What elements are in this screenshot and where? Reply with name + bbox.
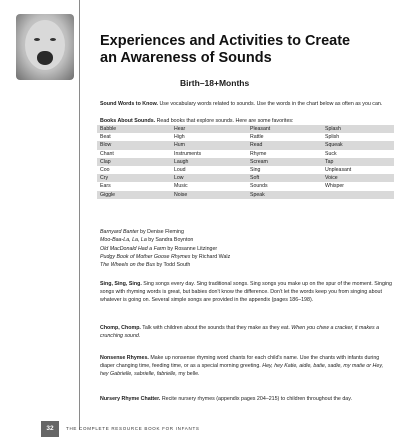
table-row [97, 191, 394, 199]
page-number: 32 [41, 421, 59, 437]
book-title: Pudgy Book of Mother Goose Rhymes [100, 253, 191, 260]
table-cell: Instruments [174, 150, 202, 157]
margin-rule [79, 0, 80, 430]
nursery-heading: Nursery Rhyme Chatter. [100, 396, 161, 402]
table-cell: Squeak [325, 142, 343, 149]
book-title: Moo-Baa-La, La, La [100, 237, 147, 244]
book-author: by Sandra Boynton [146, 237, 194, 244]
table-cell: Laugh [174, 158, 189, 165]
sound-words-heading: Sound Words to Know. [100, 101, 158, 107]
list-item [100, 236, 230, 244]
table-cell: Coo [100, 166, 110, 173]
table-row [97, 158, 394, 166]
nonsense-tail: my belle. [176, 371, 200, 378]
table-cell: Read [250, 142, 263, 149]
table-cell: Hum [174, 142, 185, 149]
table-cell: Rattle [250, 134, 264, 141]
nonsense-text: Make up nonsense rhyming word chants for each child's name. Use the chants with infants during diaper changing time, feeding time, or as a special morning greeting. [100, 355, 380, 370]
table-cell [325, 191, 394, 199]
nonsense-example: Hey, hey Katie, aidie, batie, sadie, my matie or Hey, hey Gabrielle, sabrielle, fabrielle, [100, 363, 384, 378]
table-cell: Whisper [325, 183, 345, 190]
book-title-footer: THE COMPLETE RESOURCE BOOK FOR INFANTS [66, 426, 200, 431]
nonsense-heading: Nonsense Rhymes. [100, 355, 149, 361]
baby-mouth [37, 51, 53, 65]
book-title: Old MacDonald Had a Farm [100, 245, 166, 252]
table-cell: Pleasant [250, 126, 271, 132]
book-title: Barnyard Banter [100, 229, 139, 235]
table-cell: Soft [250, 175, 260, 182]
table-cell: Speak [250, 191, 265, 198]
sing-paragraph [100, 280, 392, 305]
table-cell: Sing [250, 166, 261, 173]
list-item [100, 245, 230, 253]
book-author: by Rosanne Litzinger [165, 245, 218, 252]
book-author: by Todd South [155, 262, 191, 269]
list-item [100, 253, 230, 261]
sound-words-paragraph [100, 100, 392, 108]
table-row [97, 141, 394, 149]
nursery-paragraph [100, 395, 392, 403]
table-cell: Chant [100, 150, 114, 157]
book-title: The Wheels on the Bus [100, 262, 156, 269]
chomp-heading: Chomp, Chomp. [100, 325, 141, 331]
table-row [97, 150, 394, 158]
nonsense-paragraph [100, 354, 392, 379]
table-row [97, 133, 394, 141]
baby-photo [16, 14, 74, 80]
sound-words-text: Use vocabulary words related to sounds. Use the words in the chart below as often as you can. [157, 101, 383, 107]
books-about-sounds-heading: Books About Sounds. [100, 118, 156, 124]
table-cell: Voice [325, 175, 338, 182]
table-row [97, 166, 394, 174]
table-cell: Noise [174, 191, 188, 198]
table-cell: Low [174, 175, 184, 182]
table-row [97, 174, 394, 182]
table-cell: Blow [100, 142, 112, 149]
table-cell: Giggle [100, 191, 115, 198]
chomp-text: Talk with children about the sounds that they make as they eat. [140, 325, 290, 331]
table-cell: Clap [100, 158, 111, 165]
books-about-sounds-paragraph [100, 117, 392, 125]
baby-eye-left [34, 38, 40, 41]
table-cell: Tap [325, 158, 334, 165]
table-cell: Sounds [250, 183, 268, 190]
age-range-subtitle: Birth–18+Months [180, 78, 250, 88]
table-cell: Hear [174, 126, 186, 132]
nursery-text: Recite nursery rhymes (appendix pages 204–215) to children throughout the day. [160, 396, 352, 402]
table-cell: Splash [325, 126, 341, 132]
baby-eye-right [50, 38, 56, 41]
book-author: by Denise Fleming [138, 229, 184, 235]
book-list [100, 228, 230, 269]
list-item [100, 228, 230, 236]
table-cell: Loud [174, 166, 186, 173]
table-cell: Ears [100, 183, 111, 190]
table-cell: Beat [100, 134, 111, 141]
books-about-sounds-text: Read books that explore sounds. Here are some favorites: [155, 118, 294, 124]
chomp-example: When you chew a cracker, it makes a crunching sound. [100, 325, 380, 340]
table-cell: Music [174, 183, 188, 190]
table-cell: Babble [100, 126, 117, 132]
table-row [97, 125, 394, 133]
table-cell: Cry [100, 175, 109, 182]
table-cell: Unpleasant [325, 166, 352, 173]
table-cell: Rhyme [250, 150, 267, 157]
list-item [100, 261, 230, 269]
chomp-paragraph [100, 324, 392, 340]
page-footer [0, 418, 400, 440]
table-cell: Scream [250, 158, 268, 165]
book-author: by Richard Walz [190, 253, 231, 260]
page-title: Experiences and Activities to Create an Awareness of Sounds [100, 33, 351, 66]
sing-text: Sing songs every day. Sing traditional songs. Sing songs you make up on the spur of the moment. Singing songs with rhyming words is great, but babies don't know the difference. Don't let the words keep you from singing about whatever is going on. Several simple songs are provided in the appendix (pages 186–198). [100, 281, 392, 304]
table-row [97, 182, 394, 190]
table-cell: Splish [325, 134, 340, 141]
table-cell: High [174, 134, 185, 141]
sound-words-table [97, 125, 394, 199]
table-cell: Suck [325, 150, 337, 157]
sing-heading: Sing, Sing, Sing. [100, 281, 142, 287]
